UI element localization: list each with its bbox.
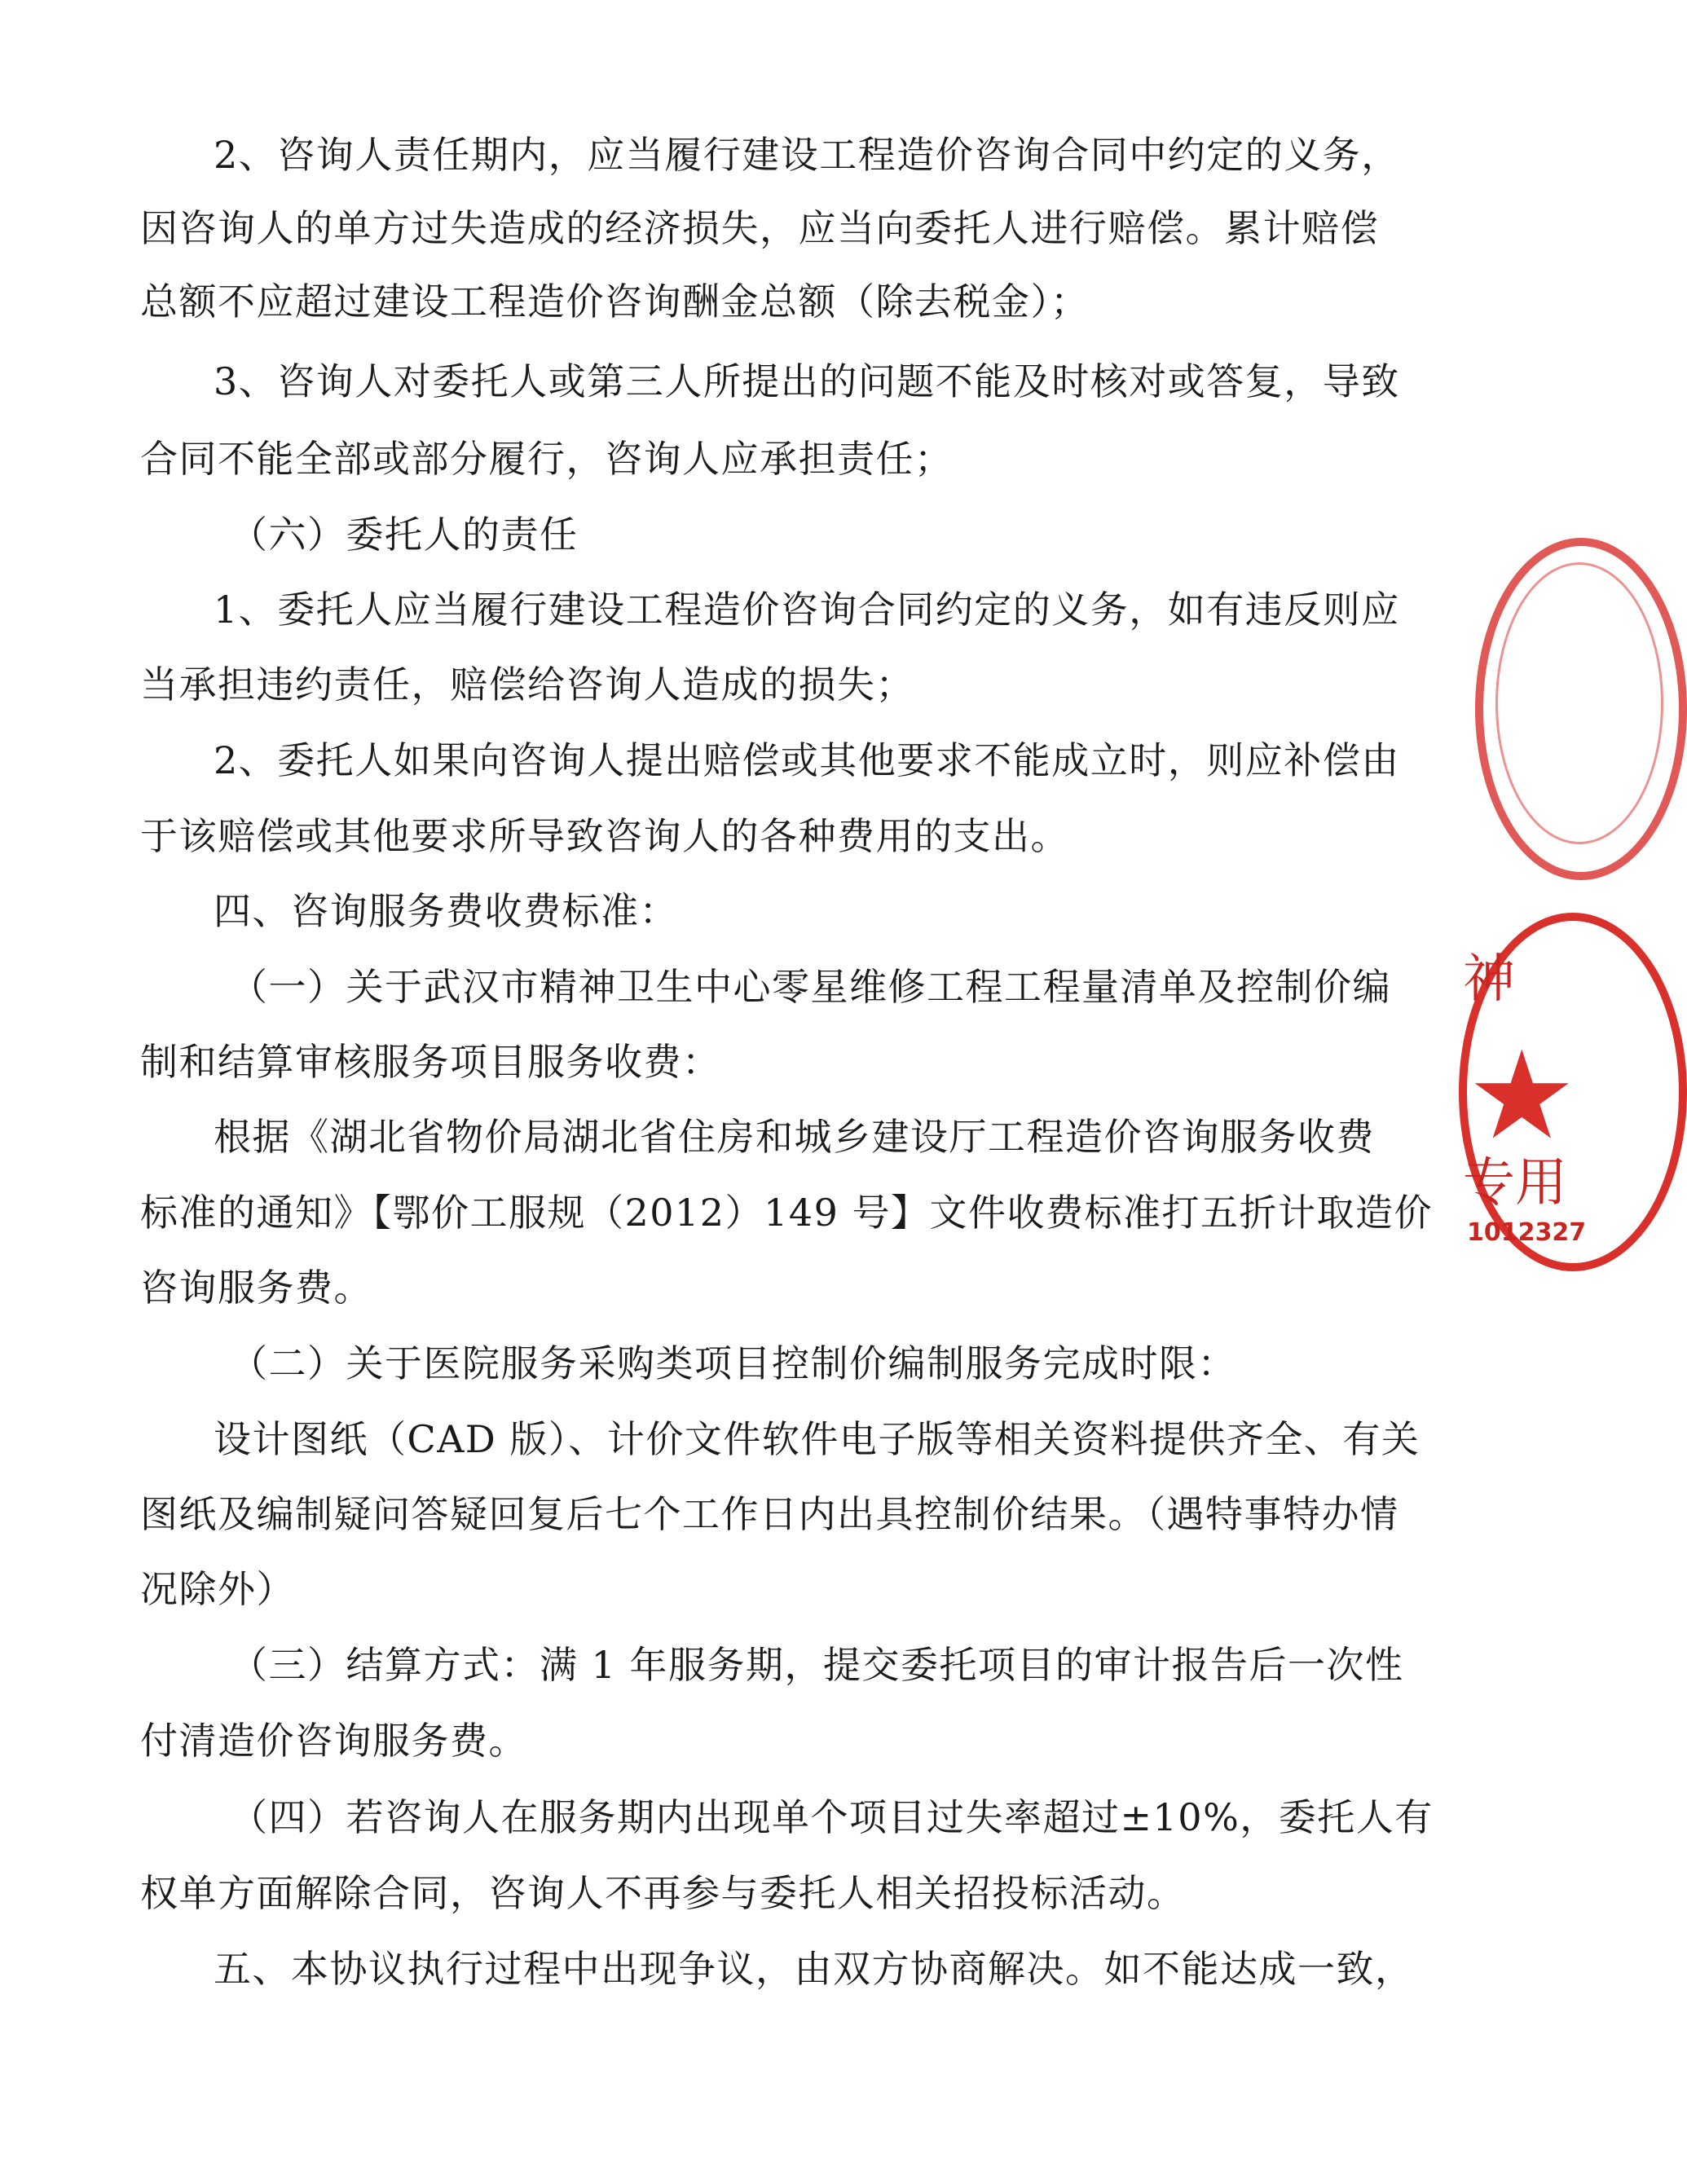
section-heading: 四、咨询服务费收费标准： (214, 889, 678, 933)
seal-stamp-top-inner (1495, 562, 1663, 844)
text-line: 图纸及编制疑问答疑回复后七个工作日内出具控制价结果。（遇特事特办情 (140, 1492, 1399, 1536)
text-line: 咨询服务费。 (140, 1266, 372, 1310)
text-line: 3、咨询人对委托人或第三人所提出的问题不能及时核对或答复，导致 (214, 359, 1400, 403)
text-line: 合同不能全部或部分履行，咨询人应承担责任； (140, 437, 954, 481)
section-heading: （六）委托人的责任 (230, 513, 579, 557)
seal-text: 神 (1463, 949, 1515, 1010)
text-line: 设计图纸（CAD 版）、计价文件软件电子版等相关资料提供齐全、有关 (214, 1417, 1421, 1461)
text-line: 总额不应超过建设工程造价咨询酬金总额（除去税金）； (140, 280, 1090, 324)
text-line: 于该赔偿或其他要求所导致咨询人的各种费用的支出。 (140, 814, 1069, 858)
text-line: （三）结算方式：满 1 年服务期，提交委托项目的审计报告后一次性 (230, 1643, 1404, 1687)
text-line: 因咨询人的单方过失造成的经济损失，应当向委托人进行赔偿。累计赔偿 (140, 206, 1379, 250)
text-line: 2、咨询人责任期内，应当履行建设工程造价咨询合同中约定的义务， (214, 133, 1400, 177)
seal-star-icon: ★ (1467, 1025, 1577, 1167)
text-line: 标准的通知》【鄂价工服规（2012）149 号】文件收费标准打五折计取造价 (140, 1191, 1433, 1235)
text-line: （四）若咨询人在服务期内出现单个项目过失率超过±10%，委托人有 (230, 1795, 1434, 1839)
text-line: 五、本协议执行过程中出现争议，由双方协商解决。如不能达成一致， (214, 1947, 1414, 1991)
seal-number: 1012327 (1467, 1218, 1587, 1247)
text-line: 付清造价咨询服务费。 (140, 1719, 527, 1763)
text-line: 根据《湖北省物价局湖北省住房和城乡建设厅工程造价咨询服务收费 (214, 1115, 1375, 1159)
text-line: （二）关于医院服务采购类项目控制价编制服务完成时限： (230, 1341, 1236, 1385)
seal-text: 专用 (1463, 1153, 1567, 1213)
text-line: 1、委托人应当履行建设工程造价咨询合同约定的义务，如有违反则应 (214, 588, 1400, 632)
text-line: （一）关于武汉市精神卫生中心零星维修工程工程量清单及控制价编 (230, 965, 1391, 1009)
text-line: 况除外） (140, 1567, 295, 1611)
text-line: 制和结算审核服务项目服务收费： (140, 1040, 721, 1084)
text-line: 当承担违约责任，赔偿给咨询人造成的损失； (140, 663, 914, 707)
text-line: 权单方面解除合同，咨询人不再参与委托人相关招投标活动。 (140, 1871, 1186, 1915)
text-line: 2、委托人如果向咨询人提出赔偿或其他要求不能成立时，则应补偿由 (214, 738, 1400, 782)
